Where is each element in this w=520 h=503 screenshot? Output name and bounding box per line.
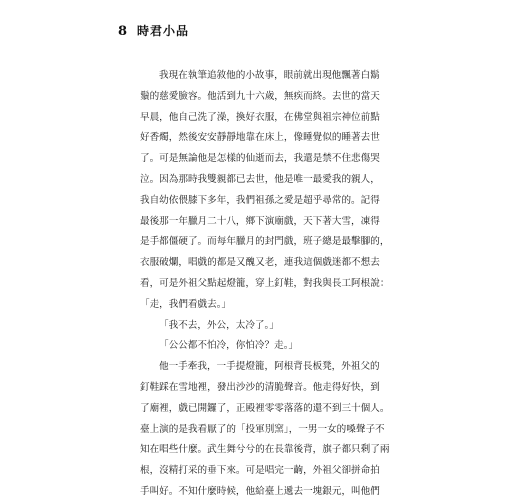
text-line: 「公公都不怕冷，你怕冷？走。」 [159, 340, 299, 352]
running-title: 時君小品 [137, 24, 190, 38]
text-line: 好香燭，然後安安靜靜地靠在床上，像睡覺似的睡著去世 [140, 132, 380, 144]
dialogue-2 [140, 336, 382, 357]
text-line: 早晨，他自己洗了澡，換好衣服，在佛堂與祖宗神位前點 [140, 111, 380, 123]
text-line: 「我不去，外公，太冷了。」 [159, 319, 279, 331]
dialogue-1 [140, 316, 382, 337]
page-header [118, 22, 189, 39]
text-line: 是手都僵硬了。而每年臘月的封門戲，班子總是最擊腳的， [140, 236, 390, 248]
text-line: 看，可是外祖父點起燈籠，穿上釘鞋，對我與長工阿根說： [140, 277, 390, 289]
text-line: 釘鞋踩在雪地裡，發出沙沙的清脆聲音。他走得好快，到 [140, 381, 380, 393]
text-line: 根，沒精打采的垂下來。可是唱完一齣，外祖父卻拼命拍 [140, 465, 380, 477]
text-line: 他一手牽我，一手提燈籠，阿根背長板凳，外祖父的 [159, 361, 380, 373]
text-line: 手叫好。不知什麼時候，他給臺上遞去一塊銀元，叫他們 [140, 485, 380, 497]
text-line: 了。可是無論他是怎樣的仙逝而去，我還是禁不住悲傷哭 [140, 153, 380, 165]
text-line: 「走，我們看戲去。」 [140, 298, 232, 310]
text-line: 了廟裡，戲已開鑼了，正殿裡零零落落的還不到三十個人。 [140, 402, 390, 414]
text-line: 我自幼依偎膝下多年，我們祖孫之愛是超乎尋常的。記得 [140, 194, 380, 206]
text-line: 鬚的慈愛臉容。他活到九十六歲，無疾而終。去世的當天 [140, 90, 380, 102]
text-line: 泣。因為那時我雙親都已去世，他是唯一最愛我的親人， [140, 173, 380, 185]
paragraph-1 [140, 66, 390, 316]
page-number: 8 [118, 24, 128, 39]
text-line: 臺上演的是我看厭了的「投軍別窯」，一男一女的嗓聲子不 [140, 423, 385, 435]
text-line: 衣服破爛，唱戲的都是又醜又老，連我這個戲迷都不想去 [140, 257, 380, 269]
body-text [140, 66, 390, 503]
text-line: 最後那一年臘月二十八，鄉下演廟戲，天下著大雪，凍得 [140, 215, 380, 227]
text-line: 知在唱些什麼。武生舞兮兮的在長靠後背，旗子都只剩了兩 [140, 444, 390, 456]
paragraph-2 [140, 357, 390, 503]
text-line: 我現在執筆追敘他的小故事，眼前就出現他飄著白鬍 [159, 70, 380, 81]
